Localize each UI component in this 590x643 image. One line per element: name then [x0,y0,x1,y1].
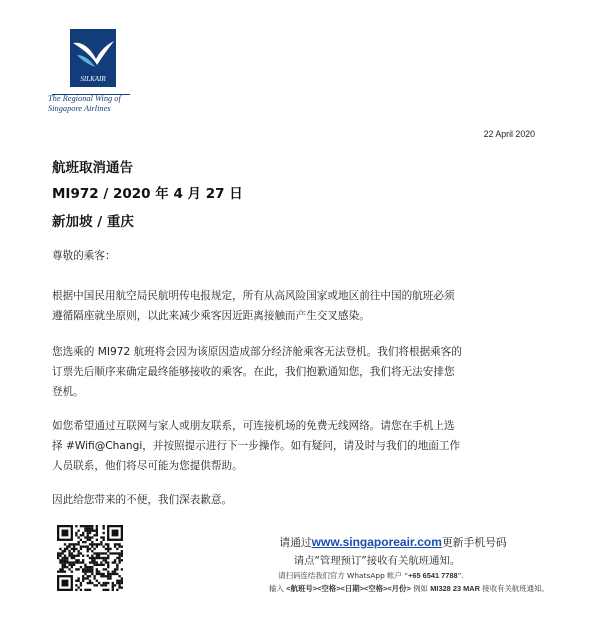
closing-text: 因此给您带来的不便，我们深表歉意。 [52,494,233,506]
silkair-logo [70,29,116,87]
whatsapp-number: +65 6541 7788 [408,571,458,580]
route-title: 新加坡 / 重庆 [52,214,134,230]
paragraph-line: 登机。 [52,386,84,398]
format-suffix: 接收有关航班通知。 [479,584,549,593]
paragraph-line: 遵循隔座就坐原则，以此来减少乘客因近距离接触而产生交叉感染。 [52,310,370,322]
paragraph-line: 根据中国民用航空局民航明传电报规定，所有从高风险国家或地区前往中国的航班必须 [52,290,455,302]
bird-logo-icon [70,29,116,87]
notice-title: 航班取消通告 [52,160,133,176]
paragraph-regulation [52,286,542,326]
format-mid: 例如 [410,584,431,593]
tagline-line1: The Regional Wing of [48,94,121,103]
footer-input-format [114,583,590,594]
greeting-text: 尊敬的乘客： [52,250,116,262]
whatsapp-suffix: ”. [457,571,464,580]
format-prefix: 输入 [269,584,287,593]
singaporeair-link[interactable]: www.singaporeair.com [311,535,442,549]
paragraph-line: 人员联系，他们将尽可能为您提供帮助。 [52,460,243,472]
format-pattern: <航班号><空格><日期><空格><月份> [286,584,411,593]
footer-update-phone [98,535,590,550]
footer-manage-booking: 请点“管理预订”接收有关航班通知。 [293,555,461,567]
format-example: MI328 23 MAR [430,584,480,593]
footer-line1-prefix: 请通过 [279,536,312,549]
paragraph-wifi [52,416,542,476]
tagline-line2: Singapore Airlines [48,104,111,113]
footer-line1-suffix: 更新手机号码 [441,536,507,549]
paragraph-line: 择 #Wifi@Changi，并按照提示进行下一步操作。如有疑问，请及时与我们的地面工作 [52,440,461,452]
paragraph-line: 订票先后顺序来确定最终能够接收的乘客。在此，我们抱歉通知您，我们将无法安排您 [52,366,455,378]
letter-date: 22 April 2020 [483,129,535,139]
paragraph-boarding [52,342,542,402]
logo-tagline [48,94,178,114]
paragraph-apology [52,490,542,510]
paragraph-line: 您选乘的 MI972 航班将会因为该原因造成部分经济舱乘客无法登机。我们将根据乘客的 [52,346,462,358]
flight-date-title: MI972 / 2020 年 4 月 27 日 [52,186,243,202]
footer-whatsapp [76,570,590,581]
paragraph-line: 如您希望通过互联网与家人或朋友联系，可连接机场的免费无线网络。请您在手机上选 [52,420,455,432]
greeting [52,246,542,266]
whatsapp-prefix: 请扫码连结我们官方 WhatsApp 帐户 “ [278,571,409,580]
logo-brand-text: SILKAIR [80,75,106,83]
